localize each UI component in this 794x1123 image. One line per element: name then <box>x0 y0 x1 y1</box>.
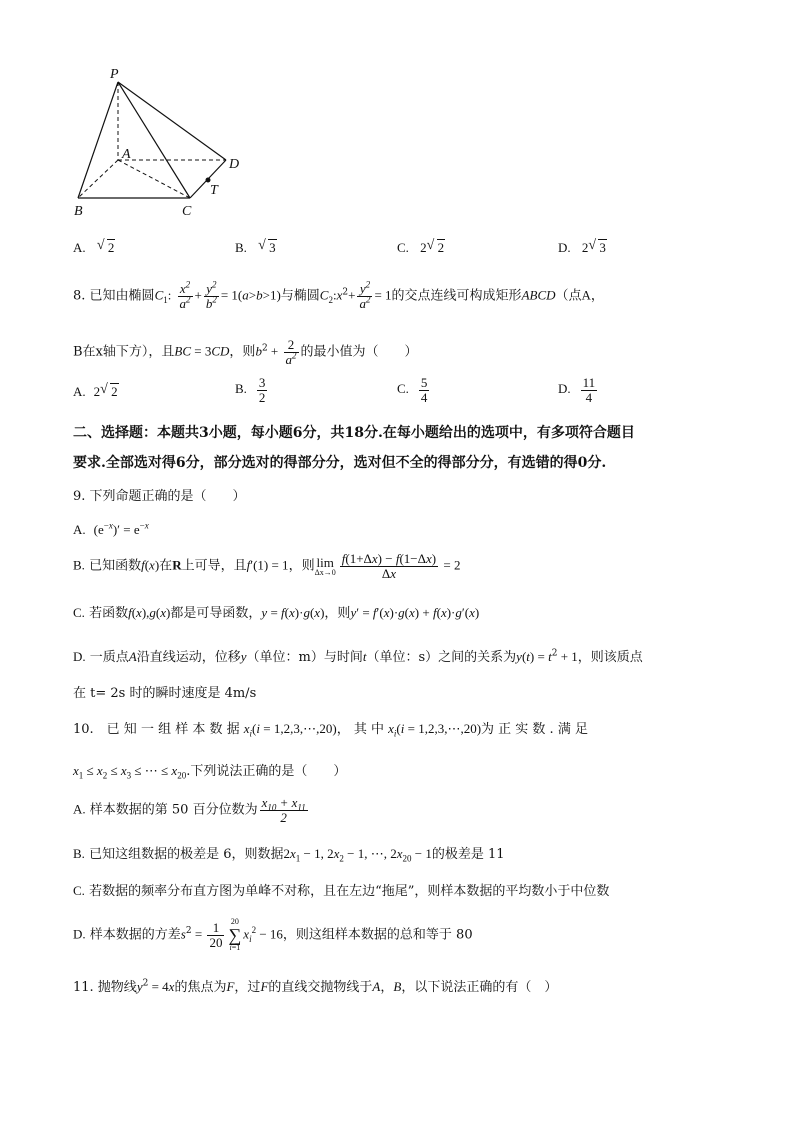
q9-option-c[interactable]: C. 若函数f(x),g(x)都是可导函数，y = f(x)·g(x)，则y′ = f′(x)·g(x) + f(x)·g′(x) <box>73 605 480 621</box>
section2-heading-line1: 二、选择题：本题共3小题，每小题6分，共18分.在每小题给出的选项中，有多项符合题目 <box>73 425 635 441</box>
q7-option-b[interactable]: B. √ 3 <box>235 240 277 256</box>
q8-option-b[interactable]: B. $\frac{3}{2}$ <box>235 375 266 405</box>
q7-option-c[interactable]: C. 2√ 2 <box>397 240 445 256</box>
q10-option-a[interactable]: A. 样本数据的第 50 百分位数为 $\frac{x_{10} + x_{11}}{2}$ <box>73 795 306 825</box>
q8-stem-line2: B在x轴下方），且BC = 3CD，则$b^2$ + $\frac{2}{a^2}$ 的最小值为（ ） <box>73 337 418 367</box>
q10-stem-line1: 10. 已 知 一 组 样 本 数 据 $x_i(i$ = 1,2,3,⋯,20)， 其 中 $x_i(i$ = 1,2,3,⋯,20)为 正 实 数 . 满 足 <box>73 721 588 739</box>
label-d: D <box>229 157 240 172</box>
label-t: T <box>210 183 218 198</box>
q8-option-a[interactable]: A. 2√ 2 <box>73 384 119 400</box>
q8-stem-line1: 8. 已知由椭圆$C_1$: $\frac{x^2}{a^2}$ + $\frac{y^2}{b^2}$ = 1(a>b>1)与椭圆$C_2:x^2+$ $\frac{y^2}{a^2}$ = 1的交点连线可构成矩形ABCD（点A， <box>73 279 604 311</box>
q10-option-c[interactable]: C. 若数据的频率分布直方图为单峰不对称，且在左边“拖尾”，则样本数据的平均数小于中位数 <box>73 883 610 899</box>
q8-option-d[interactable]: D. $\frac{11}{4}$ <box>558 375 596 405</box>
q9-option-b[interactable]: B. 已知函数f(x)在R上可导，且f′(1) = 1，则 lim Δx→0 $\frac{f(1+\Delta x) - f(1-\Delta x)}{\Delta x}$ = 2 <box>73 551 461 581</box>
q7-option-a[interactable]: A. √ 2 <box>73 240 115 256</box>
q10-option-b[interactable]: B. 已知这组数据的极差是 6，则数据$2x_1 - 1$, $2x_2 - 1$, ⋯, $2x_{20} - 1$的极差是 11 <box>73 846 505 864</box>
label-p: P <box>110 67 119 82</box>
q11-stem: 11. 抛物线$y^2 = 4x$的焦点为F，过F的直线交抛物线于A，B，以下说法正确的有（ ） <box>73 978 558 995</box>
label-a: A <box>122 147 131 162</box>
q9-stem: 9. 下列命题正确的是（ ） <box>73 489 246 504</box>
q9-option-d-line2: 在 t= 2s 时的瞬时速度是 4m/s <box>73 686 257 701</box>
q8-option-c[interactable]: C. $\frac{5}{4}$ <box>397 375 428 405</box>
q9-option-a[interactable]: A. $(e^{-x})' = e^{-x}$ <box>73 520 149 537</box>
q9-option-d-line1[interactable]: D. 一质点A沿直线运动，位移y（单位：m）与时间t（单位：s）之间的关系为$y(t) = t^2 + 1$，则该质点 <box>73 648 643 665</box>
option-letter: D. <box>558 240 571 255</box>
option-letter: C. <box>397 240 409 255</box>
q10-option-d[interactable]: D. 样本数据的方差$s^2$ = $\frac{1}{20}$ 20 ∑ i=1 $x_i^2 - 16$，则这组样本数据的总和等于 80 <box>73 917 473 952</box>
point-t-marker <box>206 178 211 183</box>
option-letter: B. <box>235 240 247 255</box>
label-c: C <box>182 204 192 219</box>
option-letter: A. <box>73 240 86 255</box>
pyramid-figure <box>60 60 260 225</box>
section2-heading-line2: 要求.全部选对得6分，部分选对的得部分分，选对但不全的得部分分，有选错的得0分. <box>73 455 607 471</box>
q7-option-d[interactable]: D. 2√ 3 <box>558 240 607 256</box>
label-b: B <box>74 204 83 219</box>
q10-stem-line2: $x_1 \le x_2 \le x_3$ ≤ ⋯ ≤ $x_{20}$.下列说法正确的是（ ） <box>73 763 347 781</box>
